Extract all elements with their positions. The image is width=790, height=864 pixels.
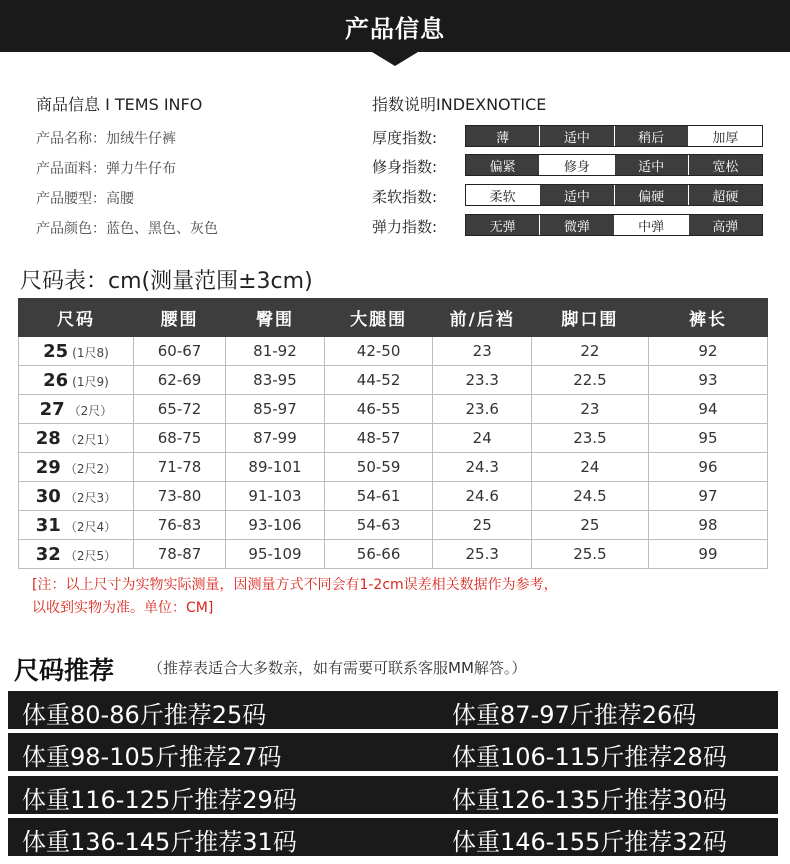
table-cell: 60-67 xyxy=(133,337,225,366)
info-row-name xyxy=(36,128,176,148)
table-cell: 91-103 xyxy=(226,482,324,511)
table-cell: 25.5 xyxy=(531,540,648,569)
size-cell xyxy=(19,366,134,395)
table-cell: 87-99 xyxy=(226,424,324,453)
size-cell xyxy=(19,482,134,511)
index-section xyxy=(372,92,772,236)
index-scale xyxy=(465,125,763,147)
table-cell: 23 xyxy=(531,395,648,424)
column-header: 裤长 xyxy=(648,299,767,337)
table-cell: 24.5 xyxy=(531,482,648,511)
index-option-selected: 加厚 xyxy=(689,126,762,146)
recommend-item: 体重80-86斤推荐25码 xyxy=(22,701,267,729)
size-number: 26 xyxy=(43,369,69,391)
info-label: 产品面料： xyxy=(36,161,106,177)
index-option-selected: 中弹 xyxy=(615,215,689,235)
index-label: 柔软指数: xyxy=(372,188,438,206)
table-cell: 93 xyxy=(648,366,767,395)
index-scale xyxy=(465,214,763,236)
size-sub: (1尺8) xyxy=(72,345,109,360)
index-option-selected: 修身 xyxy=(540,155,614,175)
table-cell: 81-92 xyxy=(226,337,324,366)
table-cell: 46-55 xyxy=(324,395,433,424)
column-header: 脚口围 xyxy=(531,299,648,337)
index-option: 偏紧 xyxy=(466,155,540,175)
table-cell: 22 xyxy=(531,337,648,366)
recommend-row xyxy=(8,691,778,729)
table-cell: 23.6 xyxy=(433,395,531,424)
info-label: 产品腰型： xyxy=(36,191,106,207)
measurement-note xyxy=(32,574,752,620)
recommend-item: 体重98-105斤推荐27码 xyxy=(22,743,282,771)
size-cell xyxy=(19,424,134,453)
recommend-title: 尺码推荐 xyxy=(14,656,115,685)
table-row xyxy=(19,366,768,395)
table-cell: 56-66 xyxy=(324,540,433,569)
table-cell: 48-57 xyxy=(324,424,433,453)
table-cell: 24.6 xyxy=(433,482,531,511)
table-row xyxy=(19,395,768,424)
table-cell: 44-52 xyxy=(324,366,433,395)
product-info-heading: 商品信息 I TEMS INFO xyxy=(36,95,203,114)
table-cell: 23.3 xyxy=(433,366,531,395)
column-header: 腰围 xyxy=(133,299,225,337)
index-option: 薄 xyxy=(466,126,540,146)
table-cell: 24 xyxy=(531,453,648,482)
table-row xyxy=(19,511,768,540)
header-banner xyxy=(0,0,790,60)
size-number: 28 xyxy=(35,427,61,449)
info-label: 产品颜色： xyxy=(36,221,106,237)
table-row xyxy=(19,482,768,511)
table-cell: 65-72 xyxy=(133,395,225,424)
info-value: 加绒牛仔裤 xyxy=(106,131,176,147)
info-row-color xyxy=(36,218,218,238)
index-option: 稍后 xyxy=(615,126,689,146)
table-cell: 93-106 xyxy=(226,511,324,540)
index-label: 厚度指数: xyxy=(372,129,438,147)
recommend-item: 体重146-155斤推荐32码 xyxy=(452,828,727,856)
size-sub: （2尺4） xyxy=(64,519,117,534)
table-cell: 76-83 xyxy=(133,511,225,540)
size-sub: （2尺1） xyxy=(64,432,117,447)
recommend-item: 体重136-145斤推荐31码 xyxy=(22,828,297,856)
table-cell: 85-97 xyxy=(226,395,324,424)
table-cell: 73-80 xyxy=(133,482,225,511)
index-option: 超硬 xyxy=(689,185,762,205)
table-cell: 42-50 xyxy=(324,337,433,366)
index-option: 无弹 xyxy=(466,215,540,235)
info-label: 产品名称： xyxy=(36,131,106,147)
note-line: 以收到实物为准。单位：CM] xyxy=(32,600,214,616)
recommend-item: 体重106-115斤推荐28码 xyxy=(452,743,727,771)
info-row-waist xyxy=(36,188,134,208)
index-option: 微弹 xyxy=(540,215,614,235)
index-option: 适中 xyxy=(540,126,614,146)
recommend-item: 体重126-135斤推荐30码 xyxy=(452,786,727,814)
index-option-selected: 柔软 xyxy=(466,185,540,205)
index-label: 弹力指数: xyxy=(372,218,438,236)
product-info-section xyxy=(36,92,366,237)
table-row xyxy=(19,453,768,482)
table-cell: 96 xyxy=(648,453,767,482)
index-scale xyxy=(465,184,763,206)
table-cell: 25 xyxy=(433,511,531,540)
table-cell: 25.3 xyxy=(433,540,531,569)
index-option: 高弹 xyxy=(689,215,762,235)
table-row xyxy=(19,424,768,453)
size-cell xyxy=(19,395,134,424)
column-header: 臀围 xyxy=(226,299,324,337)
size-cell xyxy=(19,453,134,482)
size-table-header-row xyxy=(19,299,768,337)
size-sub: （2尺2） xyxy=(64,461,117,476)
info-value: 高腰 xyxy=(106,191,134,207)
info-value: 蓝色、黑色、灰色 xyxy=(106,221,218,237)
table-cell: 89-101 xyxy=(226,453,324,482)
recommend-item: 体重116-125斤推荐29码 xyxy=(22,786,297,814)
recommend-row xyxy=(8,733,778,771)
index-option: 适中 xyxy=(615,155,689,175)
size-cell xyxy=(19,511,134,540)
table-cell: 95-109 xyxy=(226,540,324,569)
table-cell: 94 xyxy=(648,395,767,424)
table-cell: 23.5 xyxy=(531,424,648,453)
size-number: 32 xyxy=(35,543,61,565)
table-cell: 97 xyxy=(648,482,767,511)
table-cell: 83-95 xyxy=(226,366,324,395)
recommend-item: 体重87-97斤推荐26码 xyxy=(452,701,697,729)
table-cell: 54-61 xyxy=(324,482,433,511)
column-header: 尺码 xyxy=(19,299,134,337)
table-cell: 23 xyxy=(433,337,531,366)
recommend-row xyxy=(8,818,778,856)
index-label: 修身指数: xyxy=(372,158,438,176)
table-row xyxy=(19,337,768,366)
size-table xyxy=(18,298,768,569)
table-cell: 95 xyxy=(648,424,767,453)
table-cell: 78-87 xyxy=(133,540,225,569)
table-cell: 99 xyxy=(648,540,767,569)
size-number: 29 xyxy=(35,456,61,478)
size-table-title: 尺码表：cm(测量范围±3cm) xyxy=(20,269,313,294)
table-cell: 24.3 xyxy=(433,453,531,482)
table-row xyxy=(19,540,768,569)
table-cell: 25 xyxy=(531,511,648,540)
size-cell xyxy=(19,337,134,366)
index-option: 适中 xyxy=(540,185,614,205)
index-scale xyxy=(465,154,763,176)
column-header: 前/后裆 xyxy=(433,299,531,337)
index-row-softness xyxy=(372,184,772,208)
table-cell: 92 xyxy=(648,337,767,366)
column-header: 大腿围 xyxy=(324,299,433,337)
recommend-row xyxy=(8,776,778,814)
table-cell: 68-75 xyxy=(133,424,225,453)
index-option: 宽松 xyxy=(689,155,762,175)
table-cell: 98 xyxy=(648,511,767,540)
info-value: 弹力牛仔布 xyxy=(106,161,176,177)
info-row-fabric xyxy=(36,158,176,178)
size-number: 27 xyxy=(39,398,65,420)
index-heading: 指数说明INDEXNOTICE xyxy=(372,95,547,114)
table-cell: 50-59 xyxy=(324,453,433,482)
index-row-elasticity xyxy=(372,214,772,238)
index-option: 偏硬 xyxy=(615,185,689,205)
recommend-subtitle: （推荐表适合大多数亲，如有需要可联系客服MM解答。） xyxy=(148,659,527,677)
table-cell: 22.5 xyxy=(531,366,648,395)
table-cell: 71-78 xyxy=(133,453,225,482)
size-number: 25 xyxy=(43,340,69,362)
size-sub: (1尺9) xyxy=(72,374,109,389)
index-row-fit xyxy=(372,154,772,178)
size-sub: （2尺3） xyxy=(64,490,117,505)
size-number: 31 xyxy=(35,514,61,536)
index-row-thickness xyxy=(372,125,772,149)
size-sub: （2尺） xyxy=(68,403,113,418)
size-number: 30 xyxy=(35,485,61,507)
banner-title: 产品信息 xyxy=(345,15,445,43)
size-sub: （2尺5） xyxy=(64,548,117,563)
note-line: [注：以上尺寸为实物实际测量，因测量方式不同会有1-2cm误差相关数据作为参考， xyxy=(32,577,558,593)
table-cell: 62-69 xyxy=(133,366,225,395)
table-cell: 24 xyxy=(433,424,531,453)
table-cell: 54-63 xyxy=(324,511,433,540)
size-cell xyxy=(19,540,134,569)
